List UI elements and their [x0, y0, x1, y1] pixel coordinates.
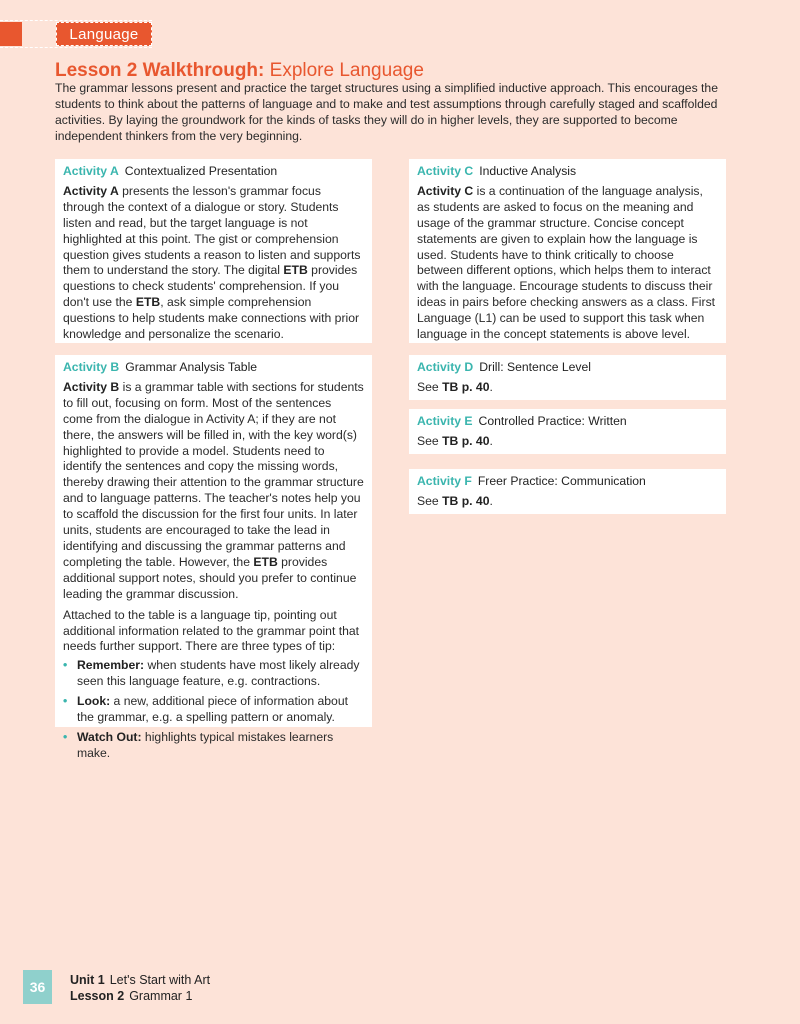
tip-desc: a new, additional piece of information about the grammar, e.g. a spelling pattern or anomaly.: [77, 694, 348, 725]
activity-b-text-1: is a grammar table with sections for students to fill out, focusing on form. Most of the sentences come from the dialogue in Activity A; if they are not there, the answers will be filled in, with the key word(s) highlighted to provide a model. Students need to identify the sentences and copy the missing words, thereby drawing their attention to the grammar structure and to language patterns. The teacher's notes help you to scaffold the discussion for the first four units. In later units, students are encouraged to take the lead in identifying and discussing the grammar patterns and completing the table. However, the: [63, 379, 364, 569]
bullet-icon: •: [63, 729, 68, 744]
activity-e-subtitle: Controlled Practice: Written: [478, 414, 627, 428]
activity-e-see: See: [417, 433, 443, 448]
activity-f-see: See: [417, 493, 443, 508]
tip-item-remember: [63, 658, 364, 690]
activity-a-subtitle: Contextualized Presentation: [124, 164, 278, 178]
activity-a-heading: [63, 164, 364, 180]
intro-paragraph: The grammar lessons present and practice the target structures using a simplified inductive approach. This encourages the students to think about the patterns of language and to make and test assumptions through carefully staged and scaffolded activities. By laying the groundwork for the kinds of tasks they will do in higher levels, they are supported to become independent thinkers from the very beginning.: [55, 81, 718, 143]
activity-f-label: Activity F: [417, 474, 472, 488]
tip-term: Remember:: [77, 658, 145, 673]
activity-a-lead: Activity A: [63, 183, 119, 198]
activity-d-subtitle: Drill: Sentence Level: [479, 360, 591, 374]
activity-e-ref: TB p. 40: [442, 433, 490, 448]
footer-unit-line: [70, 972, 210, 988]
activity-e-body: [417, 434, 718, 450]
tip-term: Watch Out:: [77, 729, 142, 744]
activity-b-label: Activity B: [63, 360, 120, 374]
footer-lesson-line: [70, 988, 210, 1004]
tip-term: Look:: [77, 694, 111, 709]
activity-e-label: Activity E: [417, 414, 473, 428]
activity-e-end: .: [489, 433, 493, 448]
activity-a-text-3: , ask simple comprehension questions to help students make connections with prior knowledge and personalize the scenario.: [63, 295, 360, 342]
activity-f-box: [409, 469, 726, 514]
activity-d-heading: [417, 360, 718, 376]
activity-f-body: [417, 494, 718, 510]
activity-b-tip-intro: Attached to the table is a language tip, pointing out additional information related to the grammar point that needs further support. There are three types of tip:: [63, 607, 360, 654]
activity-f-subtitle: Freer Practice: Communication: [477, 474, 646, 488]
activity-f-ref: TB p. 40: [442, 493, 490, 508]
activity-d-ref: TB p. 40: [442, 379, 490, 394]
activity-d-end: .: [489, 379, 493, 394]
activity-a-text-2: provides questions to check students' comprehension. If you don't use the: [63, 263, 358, 310]
page-title-rest: Explore Language: [269, 60, 424, 81]
tip-item-look: [63, 694, 364, 726]
footer-unit-label: Unit 1: [70, 973, 105, 987]
activity-f-end: .: [489, 493, 493, 508]
activity-b-etb: ETB: [253, 554, 278, 569]
activity-b-box: [55, 355, 372, 760]
activity-c-label: Activity C: [417, 164, 474, 178]
activity-f-heading: [417, 474, 718, 490]
activity-b-text-2: provides additional support notes, should you prefer to continue leading the grammar discussion.: [63, 554, 357, 601]
activity-c-body: [417, 184, 718, 343]
activity-c-lead: Activity C: [417, 183, 474, 198]
footer-lesson-title: Grammar 1: [129, 989, 193, 1003]
activity-d-label: Activity D: [417, 360, 474, 374]
activity-c-subtitle: Inductive Analysis: [479, 164, 577, 178]
activity-a-body: [63, 184, 364, 343]
activity-a-etb-1: ETB: [283, 263, 308, 278]
activity-b-heading: [63, 360, 364, 376]
activity-e-heading: [417, 414, 718, 430]
footer-lesson-label: Lesson 2: [70, 989, 125, 1003]
activity-a-box: [55, 159, 372, 343]
activity-b-subtitle: Grammar Analysis Table: [125, 360, 258, 374]
activity-b-body: [63, 380, 364, 603]
activity-d-body: [417, 380, 718, 396]
page-title: [55, 60, 424, 82]
page-title-bold: Lesson 2 Walkthrough:: [55, 60, 265, 81]
activity-a-label: Activity A: [63, 164, 119, 178]
activity-e-box: [409, 409, 726, 454]
activity-c-text: is a continuation of the language analysis, as students are asked to focus on the meaning and usage of the grammar structure. Concise concept statements are given to explain how the language is used. Students have to think critically to choose between different options, which helps them to interact with the language. Encourage students to discuss their ideas in pairs before checking answers as a class. First Language (L1) can be used to support this task when language in the concept statements is above level.: [417, 183, 716, 342]
section-tag-marker: [0, 22, 22, 46]
activity-b-lead: Activity B: [63, 379, 120, 394]
footer-unit-title: Let's Start with Art: [109, 973, 211, 987]
activity-c-box: [409, 159, 726, 343]
bullet-icon: •: [63, 694, 68, 709]
activity-a-text-1: presents the lesson's grammar focus through the context of a dialogue or story. Students listen and read, but the target language is not highlighted at this point. The gist or comprehension question gives students a reason to listen and supports them to understand the story. The digital: [63, 183, 361, 278]
section-tag: Language: [56, 22, 152, 46]
tip-desc: when students have most likely already seen this language feature, e.g. contractions.: [77, 658, 360, 689]
bullet-icon: •: [63, 658, 68, 673]
activity-d-box: [409, 355, 726, 400]
tip-item-watch-out: [63, 730, 364, 762]
tip-list: [63, 658, 364, 761]
tip-desc: highlights typical mistakes learners make.: [77, 729, 334, 760]
activity-a-etb-2: ETB: [135, 295, 161, 310]
activity-c-heading: [417, 164, 718, 180]
page-number: 36: [23, 970, 52, 1004]
activity-d-see: See: [417, 379, 443, 394]
footer-info: [70, 972, 210, 1004]
